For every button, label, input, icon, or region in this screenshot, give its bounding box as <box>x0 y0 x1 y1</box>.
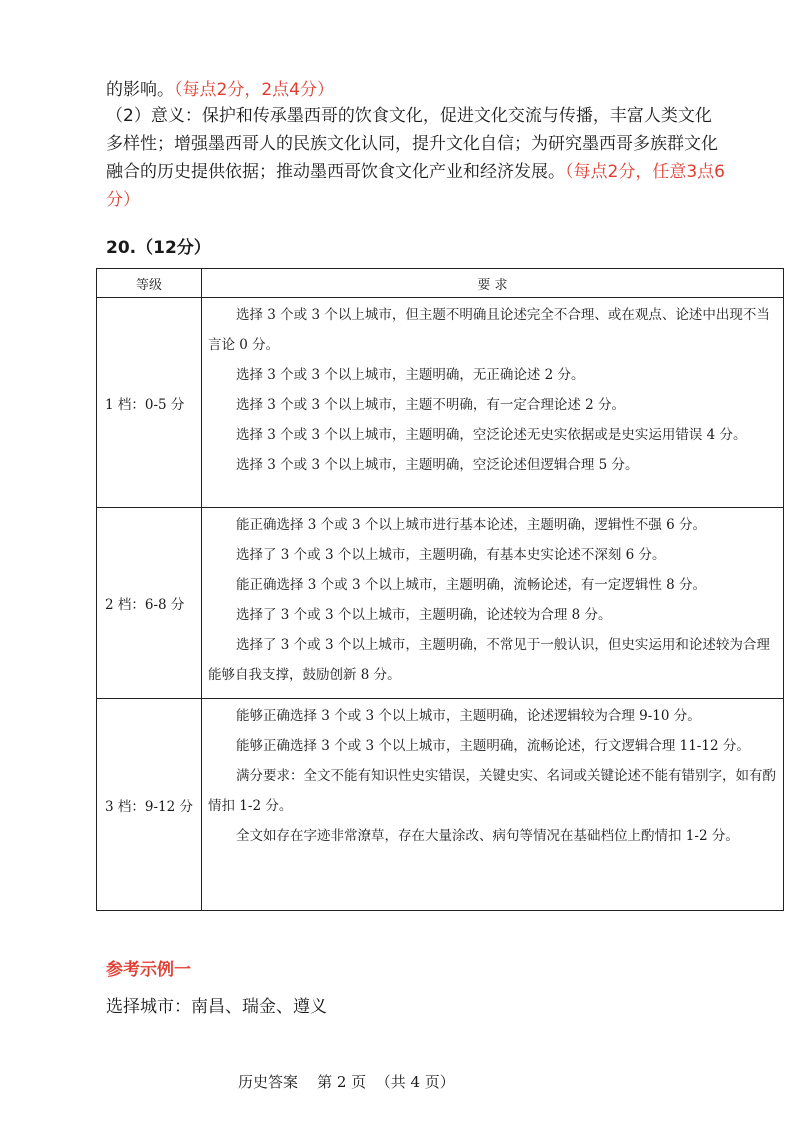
table-row <box>97 699 784 911</box>
level-cell: 1 档：0-5 分 <box>97 298 202 508</box>
example-heading: 参考示例一 <box>106 960 191 980</box>
table-header-row <box>97 269 784 298</box>
requirement-cell <box>202 699 784 911</box>
requirement-item: 选择 3 个或 3 个以上城市，主题明确，空泛论述无史实依据或是史实运用错误 4 分。 <box>236 427 747 443</box>
meaning-text: （2）意义：保护和传承墨西哥的饮食文化，促进文化交流与传播，丰富人类文化多样性；增强墨西哥人的民族文化认同，提升文化自信；为研究墨西哥多族群文化融合的历史提供依据；推动墨西哥饮食文化产业和经济发展。 <box>106 106 718 182</box>
requirement-item: 满分要求：全文不能有知识性史实错误，关键史实、名词或关键论述不能有错别字，如有酌情扣 1-2 分。 <box>208 768 776 814</box>
requirement-item: 全文如存在字迹非常潦草，存在大量涂改、病句等情况在基础档位上酌情扣 1-2 分。 <box>236 828 739 844</box>
requirement-item: 能正确选择 3 个或 3 个以上城市，主题明确，流畅论述，有一定逻辑性 8 分。 <box>236 577 707 593</box>
requirement-cell <box>202 298 784 508</box>
level-cell: 3 档：9-12 分 <box>97 699 202 911</box>
example-cities: 选择城市：南昌、瑞金、遵义 <box>106 997 327 1017</box>
requirement-item: 选择 3 个或 3 个以上城市，主题明确，空泛论述但逻辑合理 5 分。 <box>236 457 639 473</box>
page-footer: 历史答案 第 2 页 （共 4 页） <box>238 1073 455 1091</box>
answer-continuation-text: 的影响。 <box>106 80 174 100</box>
header-level: 等级 <box>97 269 202 298</box>
question-title: 20.（12分） <box>106 238 211 258</box>
table-row <box>97 508 784 699</box>
requirement-item: 选择 3 个或 3 个以上城市，但主题不明确且论述完全不合理、或在观点、论述中出现不当言论 0 分。 <box>208 307 770 353</box>
score-note: （每点2分，2点4分） <box>174 80 334 100</box>
requirement-item: 能够正确选择 3 个或 3 个以上城市，主题明确，论述逻辑较为合理 9-10 分。 <box>236 708 701 724</box>
meaning-paragraph <box>106 102 726 214</box>
meaning-score-note: （每点2分，任意3点6分） <box>106 162 725 210</box>
table-row <box>97 298 784 508</box>
requirement-item: 能正确选择 3 个或 3 个以上城市进行基本论述，主题明确，逻辑性不强 6 分。 <box>236 517 707 533</box>
grading-rubric-table <box>96 268 784 911</box>
level-cell: 2 档：6-8 分 <box>97 508 202 699</box>
requirement-item: 选择了 3 个或 3 个以上城市，主题明确，有基本史实论述不深刻 6 分。 <box>236 547 666 563</box>
requirement-item: 选择 3 个或 3 个以上城市，主题明确，无正确论述 2 分。 <box>236 367 585 383</box>
requirement-item: 选择 3 个或 3 个以上城市，主题不明确，有一定合理论述 2 分。 <box>236 397 626 413</box>
requirement-cell <box>202 508 784 699</box>
requirement-item: 选择了 3 个或 3 个以上城市，主题明确，不常见于一般认识，但史实运用和论述较为合理能够自我支撑，鼓励创新 8 分。 <box>208 637 770 683</box>
answer-continuation <box>106 76 726 104</box>
header-requirement: 要 求 <box>202 269 784 298</box>
requirement-item: 能够正确选择 3 个或 3 个以上城市，主题明确，流畅论述，行文逻辑合理 11-12 分。 <box>236 738 750 754</box>
requirement-item: 选择了 3 个或 3 个以上城市，主题明确，论述较为合理 8 分。 <box>236 607 612 623</box>
